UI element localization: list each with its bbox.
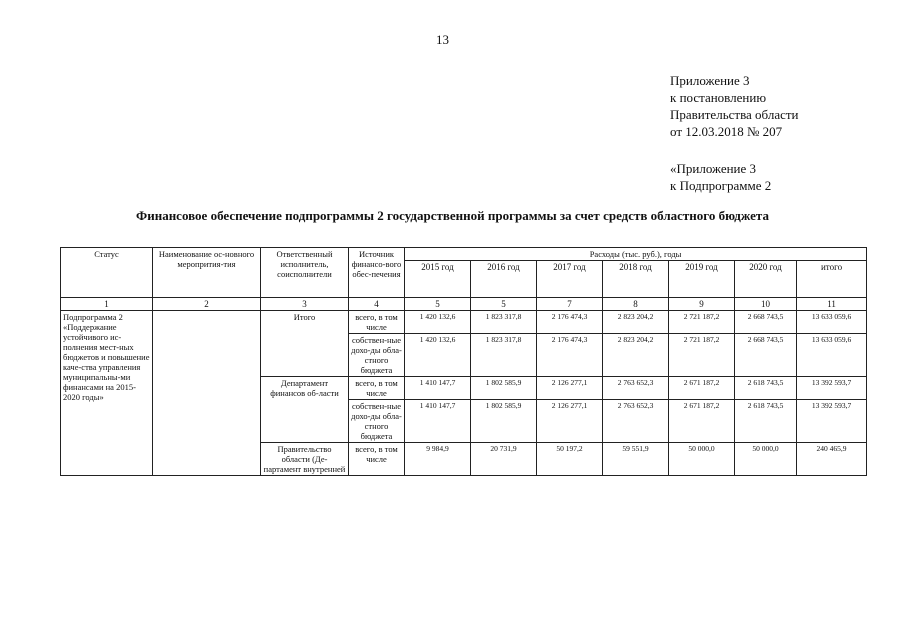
value-cell: 1 410 147,7 <box>405 377 471 400</box>
header-source: Источник финансо-вого обес-печения <box>349 248 405 298</box>
value-cell: 2 668 743,5 <box>735 311 797 334</box>
value-cell: 20 731,9 <box>471 443 537 476</box>
value-cell: 2 126 277,1 <box>537 377 603 400</box>
value-cell: 2 823 204,2 <box>603 311 669 334</box>
header-year: 2019 год <box>669 261 735 298</box>
executor-cell: Правительство области (Де-партамент внутренней <box>261 443 349 476</box>
appendix-line: от 12.03.2018 № 207 <box>670 124 783 139</box>
column-number-row <box>61 298 867 311</box>
column-number: 10 <box>735 298 797 311</box>
appendix-line: к постановлению <box>670 90 767 105</box>
value-cell: 2 126 277,1 <box>537 400 603 443</box>
header-year: 2016 год <box>471 261 537 298</box>
source-cell: всего, в том числе <box>349 443 405 476</box>
header-year: 2020 год <box>735 261 797 298</box>
appendix-line: Правительства области <box>670 107 799 122</box>
value-cell: 2 671 187,2 <box>669 377 735 400</box>
column-number: 8 <box>603 298 669 311</box>
header-total: итого <box>797 261 867 298</box>
column-number: 7 <box>537 298 603 311</box>
column-number: 5 <box>405 298 471 311</box>
column-number: 2 <box>153 298 261 311</box>
header-year: 2017 год <box>537 261 603 298</box>
value-cell: 9 984,9 <box>405 443 471 476</box>
document-title: Финансовое обеспечение подпрограммы 2 государственной программы за счет средств областного бюджета <box>136 208 769 223</box>
executor-cell: Итого <box>261 311 349 377</box>
column-number: 4 <box>349 298 405 311</box>
source-cell: собствен-ные дохо-ды обла-стного бюджета <box>349 334 405 377</box>
executor-cell: Департамент финансов об-ласти <box>261 377 349 443</box>
appendix-header <box>670 72 799 140</box>
header-executor: Ответственный исполнитель, соисполнители <box>261 248 349 298</box>
appendix-sub-line: к Подпрограмме 2 <box>670 178 772 193</box>
column-number: 1 <box>61 298 153 311</box>
total-cell: 240 465,9 <box>797 443 867 476</box>
total-cell: 13 633 059,6 <box>797 334 867 377</box>
value-cell: 2 176 474,3 <box>537 334 603 377</box>
column-number: 11 <box>797 298 867 311</box>
source-cell: всего, в том числе <box>349 377 405 400</box>
table-row <box>61 311 867 334</box>
value-cell: 2 176 474,3 <box>537 311 603 334</box>
header-year: 2018 год <box>603 261 669 298</box>
total-cell: 13 392 593,7 <box>797 400 867 443</box>
value-cell: 2 763 652,3 <box>603 377 669 400</box>
value-cell: 2 823 204,2 <box>603 334 669 377</box>
value-cell: 50 000,0 <box>735 443 797 476</box>
event-name-cell <box>153 311 261 476</box>
value-cell: 1 420 132,6 <box>405 311 471 334</box>
source-cell: собствен-ные дохо-ды обла-стного бюджета <box>349 400 405 443</box>
value-cell: 50 000,0 <box>669 443 735 476</box>
value-cell: 2 763 652,3 <box>603 400 669 443</box>
value-cell: 1 410 147,7 <box>405 400 471 443</box>
header-event-name: Наименование ос-новного меропрития-тия <box>153 248 261 298</box>
total-cell: 13 633 059,6 <box>797 311 867 334</box>
value-cell: 2 721 187,2 <box>669 334 735 377</box>
column-number: 3 <box>261 298 349 311</box>
header-row <box>61 248 867 261</box>
appendix-sub-line: «Приложение 3 <box>670 161 757 176</box>
header-expenses: Расходы (тыс. руб.), годы <box>405 248 867 261</box>
value-cell: 2 668 743,5 <box>735 334 797 377</box>
value-cell: 1 420 132,6 <box>405 334 471 377</box>
header-year: 2015 год <box>405 261 471 298</box>
value-cell: 2 721 187,2 <box>669 311 735 334</box>
value-cell: 2 671 187,2 <box>669 400 735 443</box>
header-status: Статус <box>61 248 153 298</box>
value-cell: 59 551,9 <box>603 443 669 476</box>
value-cell: 2 618 743,5 <box>735 400 797 443</box>
total-cell: 13 392 593,7 <box>797 377 867 400</box>
source-cell: всего, в том числе <box>349 311 405 334</box>
value-cell: 1 802 585,9 <box>471 377 537 400</box>
page-number: 13 <box>436 32 449 47</box>
value-cell: 2 618 743,5 <box>735 377 797 400</box>
value-cell: 1 802 585,9 <box>471 400 537 443</box>
status-cell: Подпрограмма 2 «Поддержание устойчивого ис-полнения мест-ных бюджетов и повышение каче-ства управления муниципальны-ми финансами на 2015-2020 годы» <box>61 311 153 476</box>
value-cell: 1 823 317,8 <box>471 311 537 334</box>
value-cell: 1 823 317,8 <box>471 334 537 377</box>
column-number: 5 <box>471 298 537 311</box>
value-cell: 50 197,2 <box>537 443 603 476</box>
appendix-sub-header <box>670 160 771 194</box>
column-number: 9 <box>669 298 735 311</box>
financing-table <box>60 247 867 476</box>
appendix-line: Приложение 3 <box>670 73 750 88</box>
